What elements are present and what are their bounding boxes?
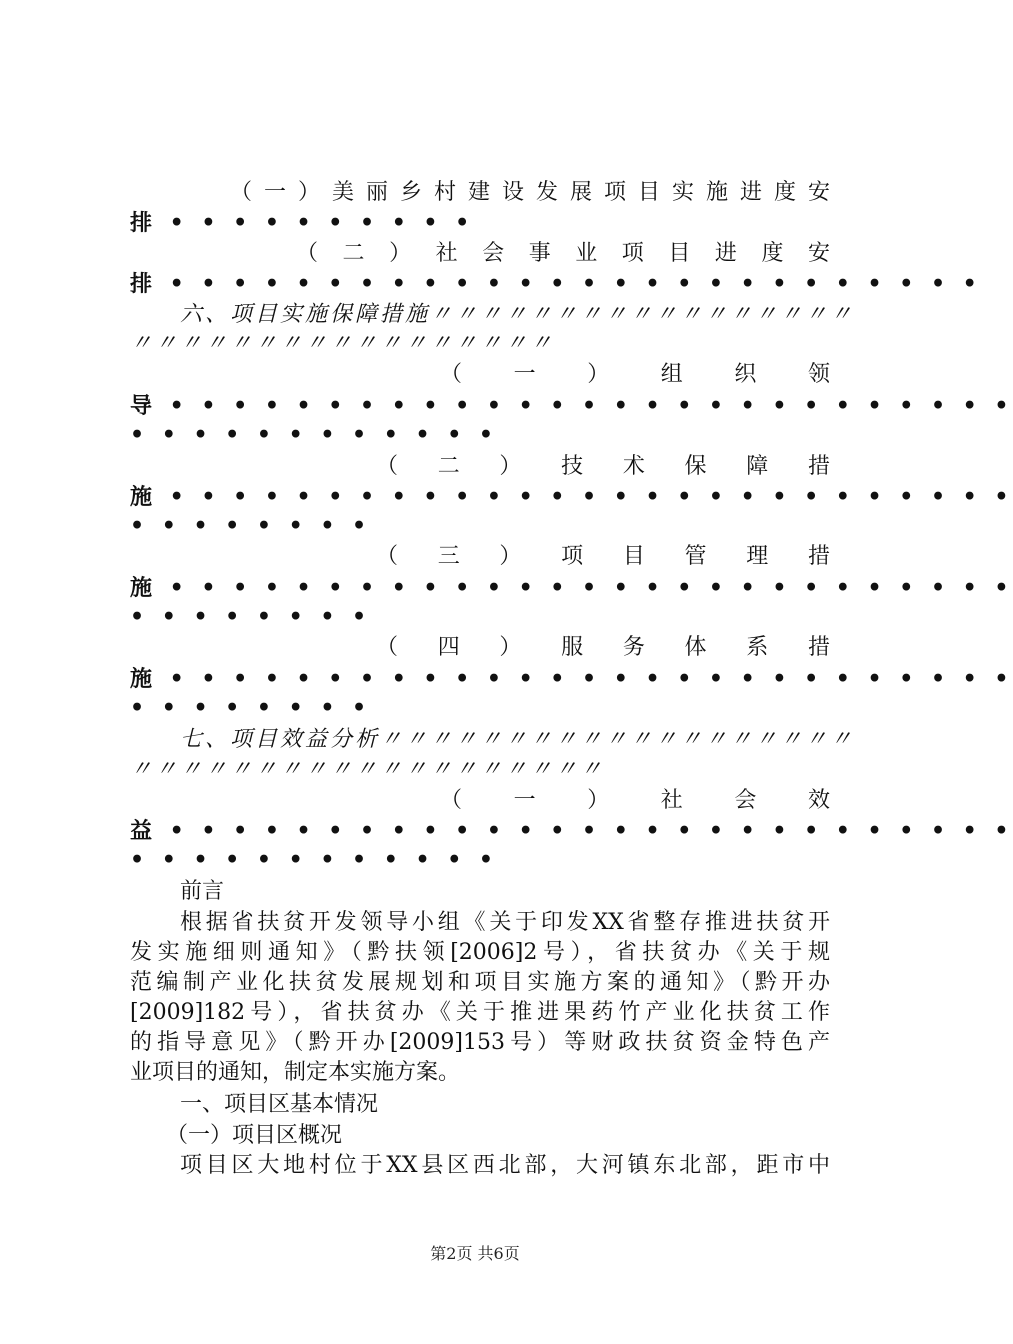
preface-heading: 前言: [180, 879, 225, 904]
paragraph-line: [2009]182号），省扶贫办《关于推进果药竹产业化扶贫工作: [130, 1000, 830, 1025]
toc-section-six-leader: 〃〃〃〃〃〃〃〃〃〃〃〃〃〃〃〃〃: [130, 331, 556, 356]
paragraph-line: 的指导意见》（黔开办[2009]153号）等财政扶贫资金特色产: [130, 1030, 830, 1055]
toc-item-service-leader: 施 • • • • • • • • • • • • • • • • • • • • • • • • • • •: [130, 666, 1013, 692]
toc-item-social-benefit-leader: 益 • • • • • • • • • • • • • • • • • • • • • • • • • • •: [130, 818, 1013, 844]
paragraph-line: 根据省扶贫开发领导小组《关于印发XX省整存推进扶贫开: [180, 910, 830, 935]
toc-section-seven-leader: 〃〃〃〃〃〃〃〃〃〃〃〃〃〃〃〃〃〃〃: [130, 757, 606, 782]
section-one-heading: 一、项目区基本情况: [180, 1092, 379, 1117]
toc-item-management: （三）项目管理措: [376, 544, 830, 569]
toc-item-beautiful-village-leader: 排 • • • • • • • • • •: [130, 210, 475, 236]
toc-item-management-leader-2: • • • • • • • •: [130, 604, 372, 630]
toc-item-technical-leader: 施 • • • • • • • • • • • • • • • • • • • • • • • • • • •: [130, 484, 1013, 510]
paragraph-line: 业项目的通知，制定本实施方案。: [130, 1060, 461, 1085]
toc-section-seven-heading: 七、项目效益分析〃〃〃〃〃〃〃〃〃〃〃〃〃〃〃〃〃〃〃: [180, 727, 856, 752]
toc-item-social-affairs: （二）社会事业项目进度安: [296, 241, 830, 266]
section-one-subheading: （一）项目区概况: [166, 1123, 343, 1148]
paragraph-line: 项目区大地村位于XX县区西北部，大河镇东北部，距市中: [180, 1153, 830, 1178]
paragraph-line: 发实施细则通知》（黔扶领[2006]2号），省扶贫办《关于规: [130, 940, 830, 965]
toc-item-social-benefit: （一）社会效: [440, 788, 830, 813]
toc-item-organization-leader-2: • • • • • • • • • • • •: [130, 422, 498, 448]
page-number-footer: 第2页 共6页: [430, 1244, 520, 1263]
toc-item-technical: （二）技术保障措: [376, 454, 830, 479]
toc-item-social-affairs-leader: 排 • • • • • • • • • • • • • • • • • • • • • • • • • •: [130, 271, 982, 297]
toc-section-six-heading: 六、项目实施保障措施〃〃〃〃〃〃〃〃〃〃〃〃〃〃〃〃〃: [180, 302, 856, 327]
toc-item-technical-leader-2: • • • • • • • •: [130, 513, 372, 539]
toc-item-social-benefit-leader-2: • • • • • • • • • • • •: [130, 847, 498, 873]
toc-item-management-leader: 施 • • • • • • • • • • • • • • • • • • • • • • • • • • •: [130, 575, 1013, 601]
toc-item-service: （四）服务体系措: [376, 635, 830, 660]
toc-item-beautiful-village: （一）美丽乡村建设发展项目实施进度安: [230, 180, 830, 205]
toc-item-organization: （一）组织领: [440, 362, 830, 387]
toc-item-service-leader-2: • • • • • • • •: [130, 695, 372, 721]
toc-item-organization-leader: 导 • • • • • • • • • • • • • • • • • • • • • • • • • • •: [130, 393, 1013, 419]
paragraph-line: 范编制产业化扶贫发展规划和项目实施方案的通知》（黔开办: [130, 970, 830, 995]
